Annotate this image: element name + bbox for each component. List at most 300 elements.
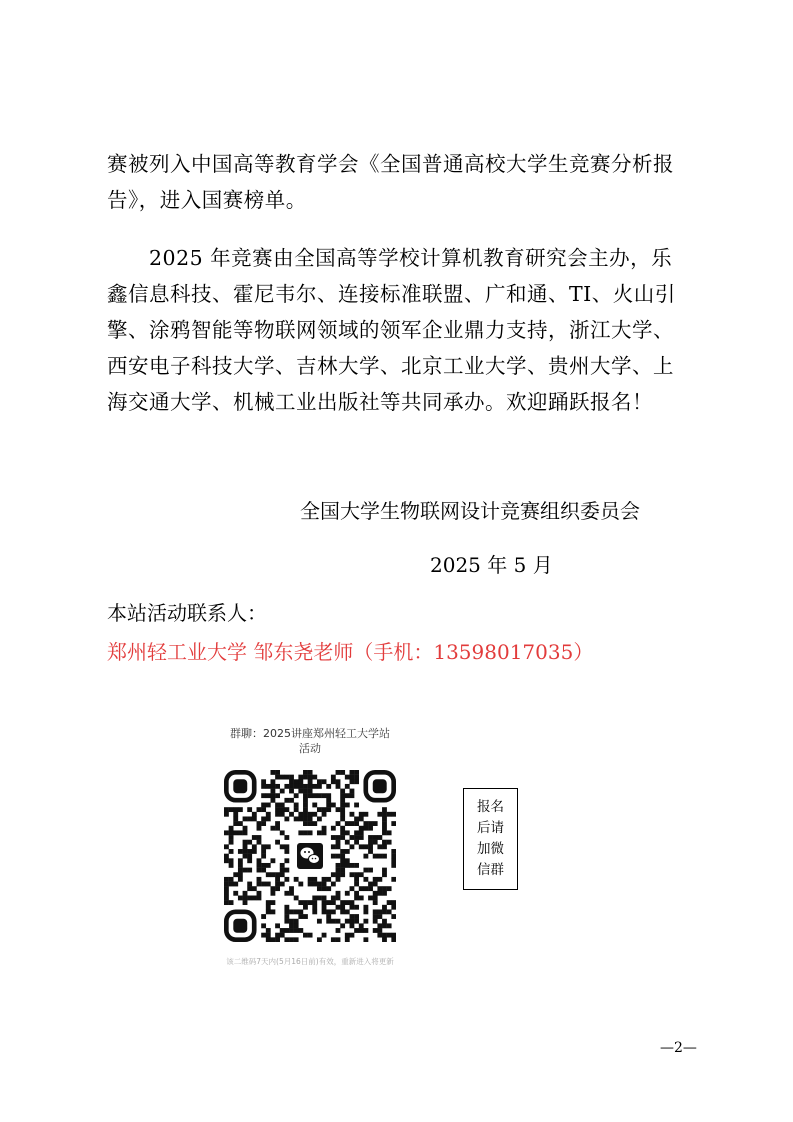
qr-module [345, 830, 350, 835]
qr-module [229, 835, 234, 840]
qr-module [270, 886, 275, 891]
qr-module [275, 784, 280, 789]
qr-module [331, 872, 336, 877]
qr-module [280, 882, 285, 887]
qr-module [284, 877, 289, 882]
qr-module [317, 882, 322, 887]
qr-module [266, 812, 271, 817]
qr-code[interactable] [224, 770, 396, 942]
qr-module [303, 775, 308, 780]
qr-module [377, 891, 382, 896]
qr-module [284, 928, 289, 933]
qr-module [257, 821, 262, 826]
qr-module [275, 821, 280, 826]
qr-module [229, 840, 234, 845]
qr-module [229, 807, 234, 812]
paragraph-2-text: 2025 年竞赛由全国高等学校计算机教育研究会主办，乐鑫信息科技、霍尼韦尔、连接标准联盟、广和通、TI、火山引擎、涂鸦智能等物联网领域的领军企业鼎力支持，浙江大学、西安电子科技大学、吉林大学、北京工业大学、贵州大学、上海交通大学、机械工业出版社等共同承办。欢迎踊跃报名！ [107, 246, 676, 414]
qr-module [261, 844, 266, 849]
page-number: —2— [660, 1040, 697, 1056]
qr-module [340, 807, 345, 812]
signup-note-line1: 报名 [477, 799, 504, 815]
qr-module [289, 812, 294, 817]
qr-module [312, 793, 317, 798]
qr-module [280, 830, 285, 835]
qr-module [294, 779, 299, 784]
qr-module [270, 779, 275, 784]
qr-module [308, 830, 313, 835]
qr-module [238, 849, 243, 854]
qr-module [247, 882, 252, 887]
qr-module [391, 854, 396, 859]
qr-module [359, 816, 364, 821]
qr-module [317, 896, 322, 901]
qr-module [359, 872, 364, 877]
qr-module [289, 779, 294, 784]
qr-module [331, 844, 336, 849]
qr-module [312, 775, 317, 780]
qr-module [275, 877, 280, 882]
qr-module [303, 807, 308, 812]
qr-module [243, 830, 248, 835]
qr-module [354, 770, 359, 775]
qr-module [289, 928, 294, 933]
qr-module [317, 784, 322, 789]
qr-module [289, 886, 294, 891]
qr-module [308, 770, 313, 775]
qr-module [322, 812, 327, 817]
qr-module [340, 854, 345, 859]
qr-module [261, 784, 266, 789]
qr-module [317, 919, 322, 924]
qr-module [243, 900, 248, 905]
qr-module [312, 803, 317, 808]
qr-module [303, 770, 308, 775]
qr-module [294, 896, 299, 901]
qr-module [261, 882, 266, 887]
qr-module [275, 807, 280, 812]
qr-module [298, 830, 303, 835]
qr-module [326, 914, 331, 919]
qr-module [224, 844, 229, 849]
qr-module [382, 844, 387, 849]
qr-module [275, 840, 280, 845]
qr-module [229, 849, 234, 854]
qr-module [261, 803, 266, 808]
qr-module [373, 900, 378, 905]
qr-module [270, 770, 275, 775]
qr-module [373, 919, 378, 924]
qr-module [354, 816, 359, 821]
qr-module [257, 868, 262, 873]
qr-module [350, 835, 355, 840]
qr-module [345, 863, 350, 868]
qr-module [229, 882, 234, 887]
qr-module [359, 896, 364, 901]
qr-module [377, 886, 382, 891]
qr-module [298, 784, 303, 789]
qr-module [303, 933, 308, 938]
qr-module [284, 905, 289, 910]
qr-module [336, 844, 341, 849]
contact-person: 郑州轻工业大学 邹东尧老师（手机：13598017035） [107, 640, 594, 664]
qr-module [298, 775, 303, 780]
qr-module [303, 793, 308, 798]
qr-module [363, 821, 368, 826]
contact-label: 本站活动联系人： [107, 601, 267, 625]
qr-module [289, 891, 294, 896]
qr-module [243, 840, 248, 845]
qr-module [270, 826, 275, 831]
qr-module [336, 928, 341, 933]
qr-module [363, 886, 368, 891]
qr-module [257, 877, 262, 882]
qr-module [261, 923, 266, 928]
qr-module [363, 812, 368, 817]
qr-module [340, 905, 345, 910]
qr-module [298, 789, 303, 794]
qr-module [336, 896, 341, 901]
qr-module [275, 923, 280, 928]
qr-module [363, 877, 368, 882]
qr-module [298, 816, 303, 821]
qr-module [224, 807, 229, 812]
qr-module [224, 877, 229, 882]
signup-note-line4: 信群 [477, 862, 504, 878]
qr-module [261, 849, 266, 854]
qr-module [294, 816, 299, 821]
qr-module [275, 770, 280, 775]
qr-finder-eye [233, 779, 247, 793]
qr-module [312, 905, 317, 910]
qr-module [350, 779, 355, 784]
qr-module [284, 919, 289, 924]
qr-module [387, 812, 392, 817]
qr-module [238, 863, 243, 868]
qr-module [294, 877, 299, 882]
qr-module [350, 900, 355, 905]
qr-module [382, 816, 387, 821]
qr-module [247, 816, 252, 821]
qr-module [298, 900, 303, 905]
qr-module [382, 854, 387, 859]
qr-module [336, 807, 341, 812]
qr-module [238, 830, 243, 835]
qr-module [363, 937, 368, 942]
qr-module [266, 882, 271, 887]
qr-module [229, 826, 234, 831]
qr-module [340, 900, 345, 905]
qr-module [350, 905, 355, 910]
qr-module [284, 914, 289, 919]
qr-module [224, 891, 229, 896]
qr-module [257, 863, 262, 868]
qr-module [345, 909, 350, 914]
qr-module [284, 937, 289, 942]
qr-module [224, 858, 229, 863]
qr-module [294, 937, 299, 942]
qr-module [294, 923, 299, 928]
qr-module [317, 816, 322, 821]
qr-module [243, 844, 248, 849]
signup-note-box [463, 788, 518, 890]
qr-module [275, 872, 280, 877]
qr-module [359, 886, 364, 891]
qr-module [261, 914, 266, 919]
qr-module [303, 905, 308, 910]
qr-module [289, 909, 294, 914]
qr-module [382, 919, 387, 924]
qr-module [275, 803, 280, 808]
qr-module [359, 928, 364, 933]
qr-module [303, 914, 308, 919]
wechat-icon [294, 840, 326, 872]
qr-module [303, 821, 308, 826]
qr-module [284, 849, 289, 854]
qr-module [270, 789, 275, 794]
qr-module [382, 886, 387, 891]
qr-module [336, 937, 341, 942]
qr-module [322, 882, 327, 887]
qr-module [229, 877, 234, 882]
qr-module [354, 779, 359, 784]
qr-module [382, 868, 387, 873]
qr-module [340, 803, 345, 808]
qr-module [284, 909, 289, 914]
qr-module [331, 835, 336, 840]
qr-module [345, 858, 350, 863]
qr-module [359, 844, 364, 849]
qr-module [326, 793, 331, 798]
qr-module [275, 775, 280, 780]
qr-module [322, 933, 327, 938]
qr-module [345, 933, 350, 938]
qr-module [354, 872, 359, 877]
qr-module [373, 877, 378, 882]
qr-module [340, 816, 345, 821]
signup-note-line2: 后请 [477, 820, 504, 836]
qr-module [345, 849, 350, 854]
qr-module [257, 826, 262, 831]
qr-module [252, 886, 257, 891]
qr-module [340, 923, 345, 928]
qr-module [284, 858, 289, 863]
qr-module [345, 784, 350, 789]
qr-module [326, 798, 331, 803]
qr-module [298, 914, 303, 919]
qr-module [308, 877, 313, 882]
qr-module [354, 803, 359, 808]
qr-module [294, 793, 299, 798]
qr-module [377, 877, 382, 882]
qr-module [387, 933, 392, 938]
qr-module [331, 779, 336, 784]
qr-module [308, 779, 313, 784]
qr-module [326, 803, 331, 808]
qr-module [382, 891, 387, 896]
qr-module [275, 933, 280, 938]
qr-module [368, 821, 373, 826]
qr-module [289, 775, 294, 780]
qr-module [312, 784, 317, 789]
qr-module [382, 807, 387, 812]
qr-module [233, 882, 238, 887]
qr-module [308, 775, 313, 780]
qr-module [336, 779, 341, 784]
qr-module [270, 937, 275, 942]
qr-module [247, 854, 252, 859]
qr-module [373, 840, 378, 845]
qr-module [289, 937, 294, 942]
qr-module [340, 863, 345, 868]
qr-module [284, 891, 289, 896]
qr-module [363, 868, 368, 873]
qr-module [238, 858, 243, 863]
qr-module [257, 896, 262, 901]
qr-module [345, 840, 350, 845]
qr-module [261, 868, 266, 873]
qr-module [377, 923, 382, 928]
qr-module [382, 821, 387, 826]
qr-module [322, 886, 327, 891]
qr-module [280, 868, 285, 873]
qr-module [224, 830, 229, 835]
qr-module [354, 821, 359, 826]
qr-module [331, 909, 336, 914]
qr-module [317, 830, 322, 835]
qr-module [247, 858, 252, 863]
qr-module [354, 877, 359, 882]
qr-module [345, 821, 350, 826]
qr-module [257, 835, 262, 840]
qr-module [229, 858, 234, 863]
qr-module [391, 905, 396, 910]
qr-module [294, 909, 299, 914]
qr-module [312, 896, 317, 901]
qr-module [280, 844, 285, 849]
qr-module [331, 937, 336, 942]
qr-module [377, 914, 382, 919]
qr-module [331, 919, 336, 924]
qr-module [373, 882, 378, 887]
qr-module [303, 830, 308, 835]
qr-module [359, 826, 364, 831]
qr-module [243, 896, 248, 901]
qr-module [345, 919, 350, 924]
qr-module [350, 812, 355, 817]
qr-module [312, 877, 317, 882]
qr-module [373, 909, 378, 914]
qr-module [354, 882, 359, 887]
qr-module [322, 896, 327, 901]
qr-module [247, 849, 252, 854]
qr-module [284, 868, 289, 873]
qr-module [382, 937, 387, 942]
qr-module [233, 812, 238, 817]
qr-module [326, 900, 331, 905]
qr-module [387, 923, 392, 928]
qr-module [326, 919, 331, 924]
qr-module [350, 789, 355, 794]
qr-module [350, 872, 355, 877]
qr-module [252, 896, 257, 901]
qr-module [284, 807, 289, 812]
qr-module [363, 909, 368, 914]
qr-module [224, 854, 229, 859]
qr-module [354, 905, 359, 910]
signup-note-line3: 加微 [477, 841, 504, 857]
qr-module [298, 812, 303, 817]
qr-module [261, 793, 266, 798]
qr-card [210, 718, 410, 968]
qr-module [270, 872, 275, 877]
qr-module [336, 863, 341, 868]
qr-module [359, 830, 364, 835]
qr-module [266, 909, 271, 914]
signature-date: 2025 年 5 月 [430, 553, 553, 577]
qr-module [233, 830, 238, 835]
qr-module [382, 923, 387, 928]
qr-module [363, 919, 368, 924]
qr-module [308, 821, 313, 826]
qr-module [317, 793, 322, 798]
qr-module [354, 914, 359, 919]
qr-module [387, 909, 392, 914]
qr-module [322, 830, 327, 835]
qr-module [387, 886, 392, 891]
qr-module [373, 891, 378, 896]
qr-module [238, 821, 243, 826]
qr-module [350, 933, 355, 938]
qr-module [373, 896, 378, 901]
qr-module [266, 784, 271, 789]
qr-module [340, 789, 345, 794]
qr-module [368, 896, 373, 901]
qr-module [243, 826, 248, 831]
qr-module [363, 844, 368, 849]
qr-module [266, 793, 271, 798]
qr-module [280, 812, 285, 817]
qr-module [280, 789, 285, 794]
qr-module [336, 840, 341, 845]
qr-module [238, 896, 243, 901]
qr-module [233, 872, 238, 877]
qr-module [373, 914, 378, 919]
qr-module [382, 872, 387, 877]
paragraph-2 [107, 240, 687, 420]
qr-module [275, 937, 280, 942]
qr-module [266, 872, 271, 877]
qr-module [331, 803, 336, 808]
qr-module [326, 784, 331, 789]
qr-module [303, 812, 308, 817]
qr-module [308, 933, 313, 938]
qr-module [303, 798, 308, 803]
qr-module [294, 928, 299, 933]
qr-module [229, 900, 234, 905]
qr-module [377, 812, 382, 817]
qr-module [391, 937, 396, 942]
qr-module [224, 896, 229, 901]
qr-module [270, 909, 275, 914]
qr-module [238, 872, 243, 877]
qr-module [266, 937, 271, 942]
qr-module [322, 779, 327, 784]
qr-finder-eye [233, 919, 247, 933]
qr-module [243, 854, 248, 859]
qr-module [340, 872, 345, 877]
qr-module [252, 816, 257, 821]
qr-module [275, 882, 280, 887]
